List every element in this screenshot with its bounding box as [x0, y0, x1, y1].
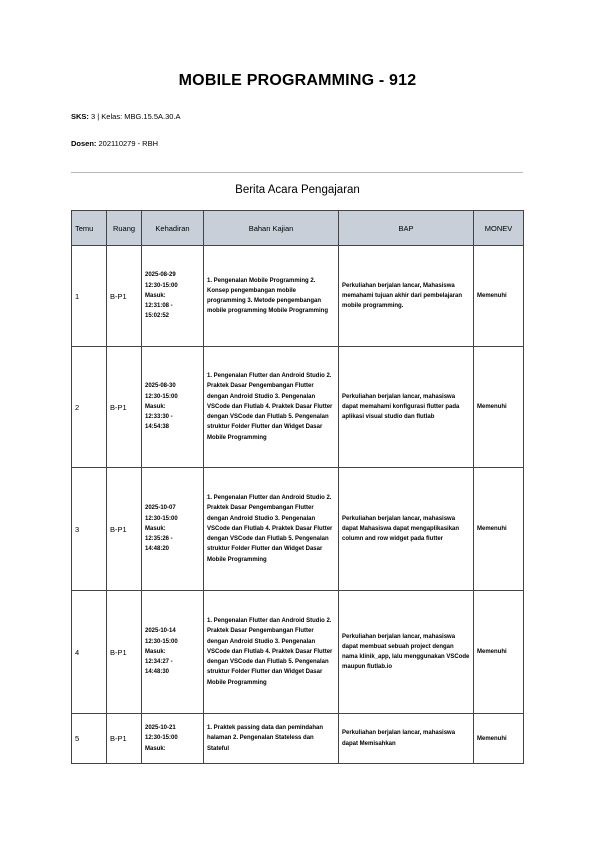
dosen-label: Dosen:	[71, 139, 97, 148]
cell-bap: Perkuliahan berjalan lancar, mahasiswa dapat memahami konfigurasi flutter pada aplikasi visual studio dan flutlab	[339, 347, 474, 468]
sks-label: SKS:	[71, 112, 89, 121]
bap-table	[71, 210, 524, 764]
cell-bap: Perkuliahan berjalan lancar, mahasiswa dapat membuat sebuah project dengan nama klinik_app, lalu menggunakan VSCode maupun flutlab.io	[339, 591, 474, 714]
col-temu: Temu	[72, 211, 107, 246]
col-kehadiran: Kehadiran	[142, 211, 204, 246]
cell-ruang: B-P1	[107, 468, 142, 591]
dosen-line	[71, 139, 158, 148]
cell-monev: Memenuhi	[474, 347, 524, 468]
table-row	[72, 347, 524, 468]
divider	[71, 172, 523, 173]
cell-kehadiran: 2025-10-21 12:30-15:00 Masuk:	[142, 714, 204, 764]
document-title: MOBILE PROGRAMMING - 912	[178, 72, 417, 89]
cell-temu: 3	[72, 468, 107, 591]
cell-ruang: B-P1	[107, 591, 142, 714]
cell-bahan-kajian: 1. Pengenalan Flutter dan Android Studio 2. Praktek Dasar Pengembangan Flutter dengan Android Studio 3. Pengenalan VSCode dan Flutlab 4. Praktek Dasar Flutter dengan VSCode dan Flutlab 5. Pengenalan struktur Folder Flutter dan Widget Dasar Mobile Programming	[204, 347, 339, 468]
table-row	[72, 714, 524, 764]
cell-bap: Perkuliahan berjalan lancar, mahasiswa dapat Memisahkan	[339, 714, 474, 764]
cell-monev: Memenuhi	[474, 468, 524, 591]
section-title: Berita Acara Pengajaran	[235, 184, 360, 196]
cell-kehadiran: 2025-10-14 12:30-15:00 Masuk: 12:34:27 - 14:48:30	[142, 591, 204, 714]
cell-kehadiran: 2025-08-29 12:30-15:00 Masuk: 12:31:08 - 15:02:52	[142, 246, 204, 347]
table-row	[72, 246, 524, 347]
cell-bahan-kajian: 1. Praktek passing data dan pemindahan halaman 2. Pengenalan Stateless dan Stateful	[204, 714, 339, 764]
col-ruang: Ruang	[107, 211, 142, 246]
sks-line	[71, 112, 181, 121]
sks-value: 3 | Kelas: MBG.15.5A.30.A	[91, 112, 181, 121]
col-monev: MONEV	[474, 211, 524, 246]
cell-ruang: B-P1	[107, 347, 142, 468]
cell-kehadiran: 2025-10-07 12:30-15:00 Masuk: 12:35:26 - 14:48:20	[142, 468, 204, 591]
table-row	[72, 591, 524, 714]
cell-monev: Memenuhi	[474, 714, 524, 764]
cell-monev: Memenuhi	[474, 591, 524, 714]
col-bap: BAP	[339, 211, 474, 246]
cell-bahan-kajian: 1. Pengenalan Mobile Programming 2. Konsep pengembangan mobile programming 3. Metode pengembangan mobile programming Mobile Programming	[204, 246, 339, 347]
cell-ruang: B-P1	[107, 714, 142, 764]
table-header-row	[72, 211, 524, 246]
cell-temu: 1	[72, 246, 107, 347]
cell-bap: Perkuliahan berjalan lancar, Mahasiswa memahami tujuan akhir dari pembelajaran mobile programming.	[339, 246, 474, 347]
cell-bap: Perkuliahan berjalan lancar, mahasiswa dapat Mahasiswa dapat mengaplikasikan column and row widget pada flutter	[339, 468, 474, 591]
cell-bahan-kajian: 1. Pengenalan Flutter dan Android Studio 2. Praktek Dasar Pengembangan Flutter dengan Android Studio 3. Pengenalan VSCode dan Flutlab 4. Praktek Dasar Flutter dengan VSCode dan Flutlab 5. Pengenalan struktur Folder Flutter dan Widget Dasar Mobile Programming	[204, 591, 339, 714]
table-row	[72, 468, 524, 591]
cell-temu: 4	[72, 591, 107, 714]
cell-monev: Memenuhi	[474, 246, 524, 347]
cell-temu: 2	[72, 347, 107, 468]
cell-ruang: B-P1	[107, 246, 142, 347]
cell-bahan-kajian: 1. Pengenalan Flutter dan Android Studio 2. Praktek Dasar Pengembangan Flutter dengan Android Studio 3. Pengenalan VSCode dan Flutlab 4. Praktek Dasar Flutter dengan VSCode dan Flutlab 5. Pengenalan struktur Folder Flutter dan Widget Dasar Mobile Programming	[204, 468, 339, 591]
cell-temu: 5	[72, 714, 107, 764]
dosen-value: 202110279 - RBH	[98, 139, 158, 148]
col-bahan-kajian: Bahan Kajian	[204, 211, 339, 246]
cell-kehadiran: 2025-08-30 12:30-15:00 Masuk: 12:33:30 - 14:54:38	[142, 347, 204, 468]
